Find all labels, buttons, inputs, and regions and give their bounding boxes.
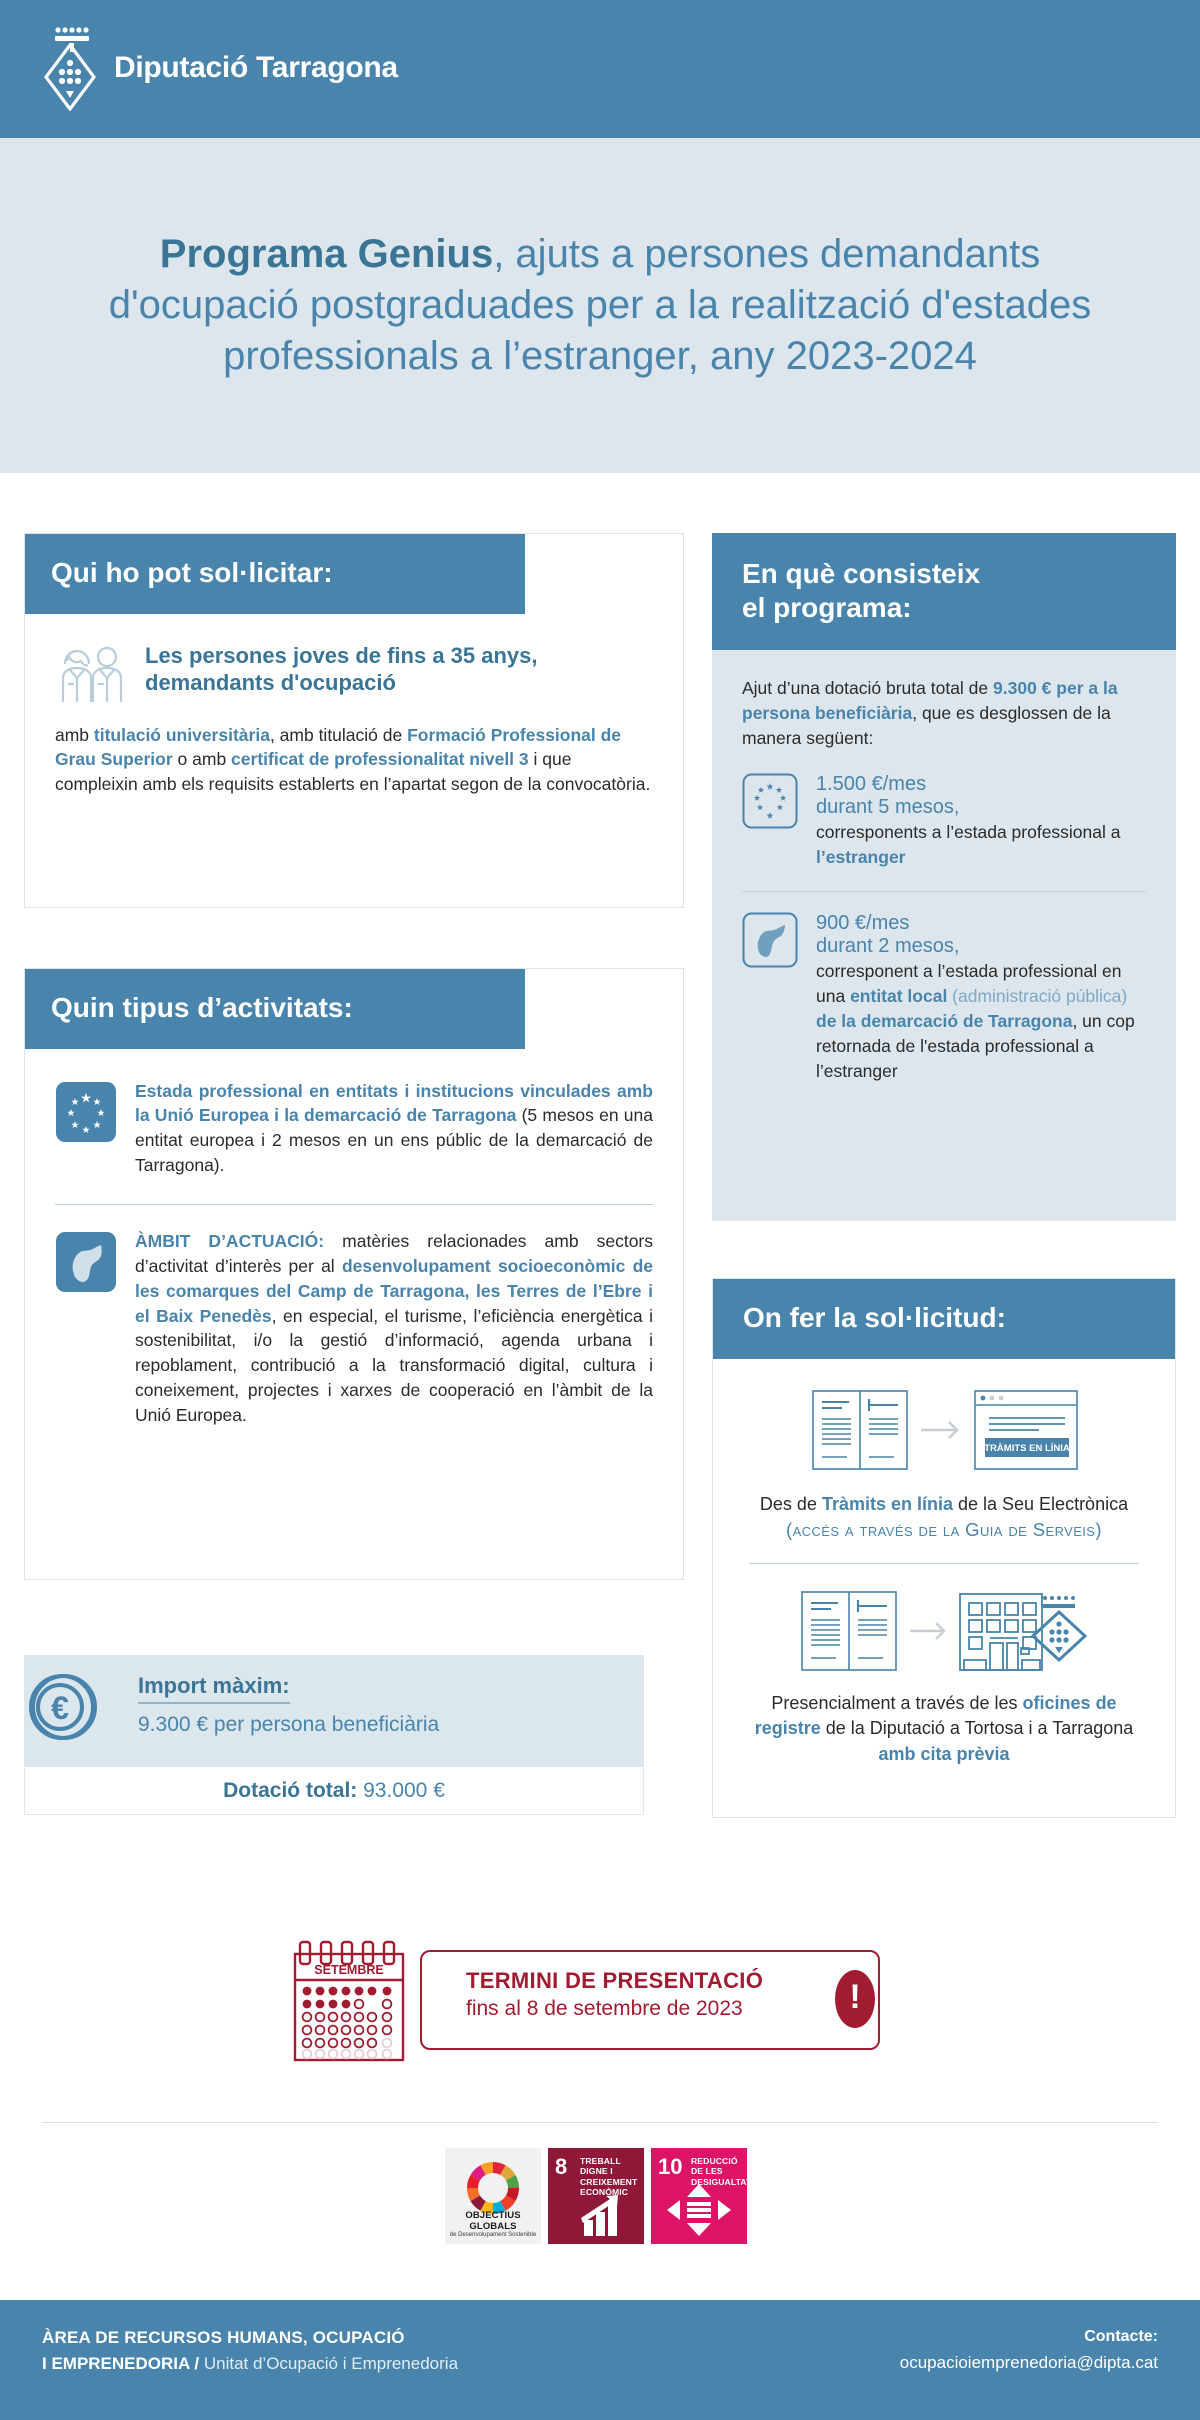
footer-area-line2-rest: Unitat d’Ocupació i Emprenedoria [199, 2354, 459, 2373]
growth-chart-icon [548, 2190, 644, 2240]
footer-bar [0, 2300, 1200, 2420]
sdg-10-tile [651, 2148, 758, 2244]
sdg-logos [445, 2148, 758, 2244]
card-import-maxim [24, 1655, 644, 1815]
enque-heading-line1: En què consisteix [742, 558, 981, 589]
presencial-process-illustration [794, 1586, 1094, 1676]
tramits-en-linia-button-label: TRÀMITS EN LÍNIA [984, 1442, 1070, 1454]
org-name: Diputació Tarragona [114, 51, 398, 84]
activity-item [25, 1229, 683, 1428]
sdg-8-label: TREBALL DIGNE I CREIXEMENT ECONÒMIC [580, 2156, 638, 2197]
dotacio-total-value: 93.000 € [363, 1778, 445, 1802]
on-item-presencial [713, 1564, 1175, 1767]
dotacio-total [223, 1779, 445, 1803]
on-item-online [713, 1359, 1175, 1542]
section-heading-enque [712, 533, 1176, 650]
svg-text:SETEMBRE: SETEMBRE [314, 1963, 384, 1977]
eu-flag-icon [55, 1081, 117, 1148]
footer-area [42, 2328, 458, 2374]
deadline-block [290, 1930, 910, 2070]
enque-2-duration: durant 2 mesos, [816, 935, 960, 958]
sdg-10-number: 10 [658, 2154, 683, 2179]
on-item-online-subcaption: (accés a través de la Guia de Serveis) [786, 1519, 1102, 1541]
section-heading-on: On fer la sol·licitud: [713, 1279, 1175, 1359]
svg-text:€: € [51, 1690, 69, 1726]
footer-contact [900, 2328, 1158, 2373]
enque-2-desc: corresponent a l’estada professional en una entitat local (administració pública) de la demarcació de Tarragona, un cop retornada de l'estada professional a l’estranger [816, 961, 1135, 1081]
footer-area-line2-bold: I EMPRENEDORIA / [42, 2354, 200, 2373]
section-heading-quin: Quin tipus d’activitats: [25, 969, 525, 1049]
activity-2-text: ÀMBIT D’ACTUACIÓ: matèries relacionades amb sectors d’activitat d’interès per al desenvolupament socioeconòmic de les comarques del Camp de Tarragona, les Terres de l’Ebre i el Baix Penedès, en especial, el turisme, l’eficiència energètica i sostenibilitat, i/o la gestió d’informació, agenda urbana i repoblament, contribució a la transformació digital, cultura i coneixement, projectes i xarxes de cooperació en l’àmbit de la Unió Europea. [135, 1230, 654, 1425]
card-on-fer-la-sollicitud [712, 1278, 1176, 1818]
sdg-caption-line2: de Desenvolupament Sostenible [449, 2232, 537, 2238]
enque-1-duration: durant 5 mesos, [816, 795, 960, 818]
tarragona-map-outline-icon [742, 912, 798, 973]
calendar-icon [290, 1936, 455, 2066]
sdg-10-label: REDUCCIÓ DE LES DESIGUALTATS [691, 2156, 758, 2187]
deadline-line1: TERMINI DE PRESENTACIÓ [466, 1968, 764, 1993]
section-heading-qui: Qui ho pot sol·licitar: [25, 534, 525, 614]
on-item-presencial-caption: Presencialment a través de les oficines de registre de la Diputació a Tortosa i a Tarragona amb cita prèvia [754, 1693, 1134, 1764]
sdg-8-tile [548, 2148, 644, 2244]
diputacio-tarragona-diamond-logo-icon [42, 25, 98, 111]
arrow-right-icon [921, 1422, 957, 1438]
card-qui-ho-pot-sollicitar [24, 533, 684, 908]
import-total-box [24, 1767, 644, 1815]
footer-contact-label: Contacte: [1084, 2328, 1158, 2345]
import-title: Import màxim: [138, 1673, 290, 1704]
activity-item [25, 1079, 683, 1178]
import-amount-box [24, 1655, 644, 1767]
sdg-objectius-globals-caption [445, 2210, 541, 2238]
brand-logo [42, 25, 398, 111]
sdg-caption-line1: OBJECTIUS GLOBALS [465, 2210, 521, 2232]
two-people-icon [55, 642, 127, 709]
enque-intro-text: Ajut d’una dotació bruta total de 9.300 € per a la persona beneficiària, que es desglossen de la manera següent: [742, 678, 1118, 748]
page-title-rest: , ajuts a persones demandants d'ocupació postgraduades per a la realització d'estades professionals a l’estranger, any 2023-2024 [108, 231, 1092, 379]
enque-item [712, 773, 1176, 870]
dotacio-total-label: Dotació total: [223, 1778, 358, 1802]
enque-1-desc: corresponents a l’estada professional a l’estranger [816, 821, 1121, 867]
card-en-que-consisteix [712, 533, 1176, 1221]
card-quin-tipus-activitats [24, 968, 684, 1580]
top-header-bar [0, 0, 1200, 138]
title-band [0, 138, 1200, 473]
activity-1-text: Estada professional en entitats i institucions vinculades amb la Unió Europea i la demarcació de Tarragona (5 mesos en una entitat europea i 2 mesos en un ens públic de la demarcació de Tarragona). [135, 1080, 653, 1176]
sdg-objectius-globals-tile [445, 2148, 541, 2244]
qui-lead-text: Les persones joves de fins a 35 anys, demandants d'ocupació [145, 642, 538, 696]
page-title-strong: Programa Genius [159, 231, 494, 276]
footer-area-line1: ÀREA DE RECURSOS HUMANS, OCUPACIÓ [42, 2328, 405, 2347]
deadline-line2: fins al 8 de setembre de 2023 [466, 1997, 743, 2020]
sdg-separator [42, 2122, 1158, 2123]
euro-coin-icon [16, 1661, 108, 1758]
enque-heading-line2: el programa: [742, 591, 912, 623]
deadline-text [466, 1968, 763, 2021]
footer-area-line2 [42, 2354, 458, 2374]
office-building-icon [960, 1594, 1042, 1670]
import-amount: 9.300 € per persona beneficiària [138, 1713, 440, 1736]
arrow-right-icon [910, 1623, 944, 1639]
online-process-illustration [799, 1385, 1089, 1475]
enque-item [712, 912, 1176, 1083]
exclamation-icon: ! [835, 1970, 875, 2028]
divider [55, 1204, 653, 1205]
diputacio-tarragona-diamond-logo-icon [1033, 1596, 1085, 1660]
sdg-8-number: 8 [555, 2154, 568, 2179]
divider [742, 891, 1146, 892]
qui-body-text: amb titulació universitària, amb titulació de Formació Professional de Grau Superior o amb certificat de professionalitat nivell 3 i que compleixin amb els requisits establerts en l’apartat segon de la convocatòria. [55, 724, 651, 795]
footer-contact-email[interactable]: ocupacioiemprenedoria@dipta.cat [899, 2353, 1158, 2372]
on-item-online-caption: Des de Tràmits en línia de la Seu Electrònica [759, 1493, 1129, 1514]
eu-stars-outline-icon [742, 773, 798, 834]
tarragona-map-icon [55, 1231, 117, 1298]
page-title [70, 229, 1130, 383]
enque-1-amount: 1.500 €/mes [816, 772, 927, 795]
inequality-arrows-icon [651, 2182, 747, 2238]
enque-2-amount: 900 €/mes [816, 912, 910, 935]
